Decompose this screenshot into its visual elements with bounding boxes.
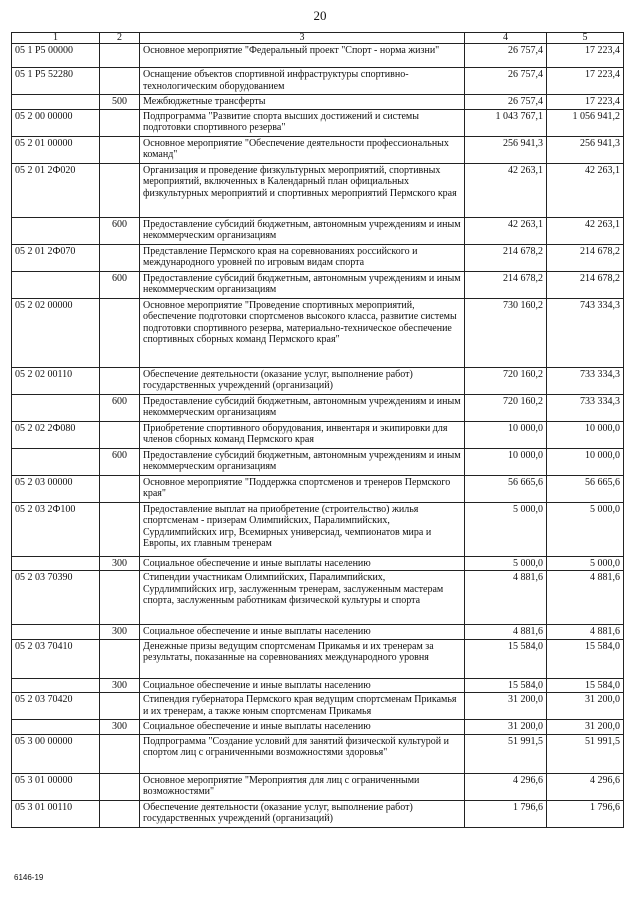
row-name-cell: Приобретение спортивного оборудования, инвентаря и экипировки для членов сборных команд Пермского края <box>140 421 465 448</box>
row-expense-type-cell <box>100 734 140 773</box>
row-amount-2-cell: 733 334,3 <box>547 367 624 394</box>
row-name-cell: Социальное обеспечение и иные выплаты населению <box>140 678 465 693</box>
row-amount-2-cell: 15 584,0 <box>547 639 624 678</box>
row-amount-2-cell: 5 000,0 <box>547 502 624 556</box>
row-name-cell: Обеспечение деятельности (оказание услуг, выполнение работ) государственных учреждений (организаций) <box>140 800 465 827</box>
document-id: 6146-19 <box>14 873 44 882</box>
row-name-cell: Социальное обеспечение и иные выплаты населению <box>140 556 465 571</box>
row-code-cell: 05 3 00 00000 <box>12 734 100 773</box>
row-amount-2-cell: 15 584,0 <box>547 678 624 693</box>
row-name-cell: Оснащение объектов спортивной инфраструктуры спортивно-технологическим оборудованием <box>140 68 465 95</box>
row-amount-1-cell: 5 000,0 <box>465 502 547 556</box>
column-header-code: 1 <box>12 33 100 44</box>
table-row <box>12 571 624 625</box>
row-amount-2-cell: 51 991,5 <box>547 734 624 773</box>
row-amount-2-cell: 214 678,2 <box>547 244 624 271</box>
row-amount-2-cell: 743 334,3 <box>547 298 624 367</box>
row-expense-type-cell <box>100 68 140 95</box>
row-amount-2-cell: 1 056 941,2 <box>547 109 624 136</box>
row-name-cell: Социальное обеспечение и иные выплаты населению <box>140 625 465 640</box>
row-name-cell: Денежные призы ведущим спортсменам Прикамья и их тренерам за результаты, показанные на соревнованиях международного уровня <box>140 639 465 678</box>
row-code-cell: 05 2 03 2Ф100 <box>12 502 100 556</box>
row-code-cell: 05 2 01 2Ф020 <box>12 163 100 217</box>
row-name-cell: Социальное обеспечение и иные выплаты населению <box>140 720 465 735</box>
row-name-cell: Обеспечение деятельности (оказание услуг, выполнение работ) государственных учреждений (организаций) <box>140 367 465 394</box>
row-amount-2-cell: 4 881,6 <box>547 625 624 640</box>
row-code-cell: 05 1 P5 00000 <box>12 44 100 68</box>
row-amount-2-cell: 4 296,6 <box>547 773 624 800</box>
table-row <box>12 298 624 367</box>
row-amount-1-cell: 26 757,4 <box>465 68 547 95</box>
row-amount-1-cell: 4 296,6 <box>465 773 547 800</box>
row-expense-type-cell <box>100 367 140 394</box>
row-expense-type-cell <box>100 800 140 827</box>
table-row <box>12 800 624 827</box>
row-expense-type-cell <box>100 44 140 68</box>
row-name-cell: Основное мероприятие "Проведение спортивных мероприятий, обеспечение подготовки спортсменов высокого класса, развитие системы подготовки спортивного резерва, материально-техническое обеспечение спортивных сборных команд Пермского края" <box>140 298 465 367</box>
row-amount-2-cell: 31 200,0 <box>547 720 624 735</box>
row-expense-type-cell <box>100 773 140 800</box>
row-name-cell: Подпрограмма "Развитие спорта высших достижений и системы подготовки спортивного резерва" <box>140 109 465 136</box>
row-code-cell: 05 2 03 70390 <box>12 571 100 625</box>
row-code-cell: 05 2 00 00000 <box>12 109 100 136</box>
row-amount-2-cell: 4 881,6 <box>547 571 624 625</box>
row-amount-2-cell: 42 263,1 <box>547 163 624 217</box>
row-amount-2-cell: 31 200,0 <box>547 693 624 720</box>
row-expense-type-cell <box>100 571 140 625</box>
row-expense-type-cell: 600 <box>100 271 140 298</box>
row-amount-1-cell: 1 043 767,1 <box>465 109 547 136</box>
table-row <box>12 271 624 298</box>
row-amount-1-cell: 15 584,0 <box>465 639 547 678</box>
row-amount-2-cell: 10 000,0 <box>547 421 624 448</box>
table-row <box>12 44 624 68</box>
page-number: 20 <box>313 8 327 23</box>
row-amount-1-cell: 4 881,6 <box>465 625 547 640</box>
row-expense-type-cell <box>100 639 140 678</box>
row-code-cell: 05 2 01 2Ф070 <box>12 244 100 271</box>
row-amount-2-cell: 56 665,6 <box>547 475 624 502</box>
row-code-cell <box>12 271 100 298</box>
table-row <box>12 367 624 394</box>
row-amount-1-cell: 10 000,0 <box>465 421 547 448</box>
row-name-cell: Межбюджетные трансферты <box>140 95 465 110</box>
row-amount-1-cell: 720 160,2 <box>465 394 547 421</box>
row-name-cell: Стипендия губернатора Пермского края ведущим спортсменам Прикамья и их тренерам, а также юным спортсменам Прикамья <box>140 693 465 720</box>
row-amount-1-cell: 4 881,6 <box>465 571 547 625</box>
row-expense-type-cell <box>100 693 140 720</box>
row-amount-1-cell: 31 200,0 <box>465 720 547 735</box>
table-row <box>12 136 624 163</box>
row-amount-1-cell: 1 796,6 <box>465 800 547 827</box>
row-amount-2-cell: 42 263,1 <box>547 217 624 244</box>
row-name-cell: Предоставление субсидий бюджетным, автономным учреждениям и иным некоммерческим организациям <box>140 448 465 475</box>
row-name-cell: Основное мероприятие "Обеспечение деятельности профессиональных команд" <box>140 136 465 163</box>
row-name-cell: Подпрограмма "Создание условий для занятий физической культурой и спортом лиц с ограниченными возможностями здоровья" <box>140 734 465 773</box>
row-expense-type-cell <box>100 136 140 163</box>
row-amount-2-cell: 214 678,2 <box>547 271 624 298</box>
row-amount-1-cell: 214 678,2 <box>465 271 547 298</box>
row-code-cell <box>12 217 100 244</box>
row-code-cell: 05 2 01 00000 <box>12 136 100 163</box>
row-code-cell: 05 1 P5 52280 <box>12 68 100 95</box>
column-header-amount-1: 4 <box>465 33 547 44</box>
table-row <box>12 678 624 693</box>
row-code-cell: 05 2 02 00110 <box>12 367 100 394</box>
row-amount-1-cell: 42 263,1 <box>465 163 547 217</box>
table-row <box>12 475 624 502</box>
row-amount-2-cell: 256 941,3 <box>547 136 624 163</box>
table-row <box>12 421 624 448</box>
table-row <box>12 448 624 475</box>
row-name-cell: Основное мероприятие "Поддержка спортсменов и тренеров Пермского края" <box>140 475 465 502</box>
row-amount-2-cell: 733 334,3 <box>547 394 624 421</box>
row-code-cell: 05 2 03 70410 <box>12 639 100 678</box>
row-name-cell: Предоставление субсидий бюджетным, автономным учреждениям и иным некоммерческим организациям <box>140 217 465 244</box>
table-row <box>12 163 624 217</box>
row-expense-type-cell: 300 <box>100 625 140 640</box>
row-code-cell <box>12 556 100 571</box>
row-code-cell <box>12 625 100 640</box>
table-row <box>12 720 624 735</box>
row-expense-type-cell <box>100 298 140 367</box>
row-expense-type-cell <box>100 421 140 448</box>
table-row <box>12 773 624 800</box>
table-row <box>12 625 624 640</box>
row-code-cell: 05 3 01 00110 <box>12 800 100 827</box>
row-code-cell: 05 2 02 2Ф080 <box>12 421 100 448</box>
row-code-cell: 05 2 03 00000 <box>12 475 100 502</box>
row-amount-1-cell: 26 757,4 <box>465 95 547 110</box>
column-header-amount-2: 5 <box>547 33 624 44</box>
row-expense-type-cell <box>100 244 140 271</box>
table-row <box>12 244 624 271</box>
row-amount-2-cell: 17 223,4 <box>547 68 624 95</box>
row-expense-type-cell: 500 <box>100 95 140 110</box>
row-expense-type-cell: 600 <box>100 394 140 421</box>
row-amount-2-cell: 5 000,0 <box>547 556 624 571</box>
column-header-type: 2 <box>100 33 140 44</box>
row-amount-2-cell: 17 223,4 <box>547 95 624 110</box>
row-code-cell: 05 2 02 00000 <box>12 298 100 367</box>
row-amount-1-cell: 730 160,2 <box>465 298 547 367</box>
row-name-cell: Организация и проведение физкультурных мероприятий, спортивных мероприятий, включенных в Календарный план официальных физкультурных мероприятий и спортивных мероприятий Пермского края <box>140 163 465 217</box>
row-name-cell: Предоставление выплат на приобретение (строительство) жилья спортсменам - призерам Олимпийских, Паралимпийских, Сурдлимпийских игр, Всемирных универсиад, чемпионатов мира и Европы, их главным тренерам <box>140 502 465 556</box>
row-amount-1-cell: 51 991,5 <box>465 734 547 773</box>
table-row <box>12 639 624 678</box>
row-name-cell: Представление Пермского края на соревнованиях российского и международного уровней по игровым видам спорта <box>140 244 465 271</box>
table-row <box>12 502 624 556</box>
budget-table <box>11 32 624 828</box>
row-amount-1-cell: 15 584,0 <box>465 678 547 693</box>
table-row <box>12 734 624 773</box>
row-amount-1-cell: 256 941,3 <box>465 136 547 163</box>
row-expense-type-cell <box>100 109 140 136</box>
row-expense-type-cell: 600 <box>100 217 140 244</box>
row-amount-1-cell: 720 160,2 <box>465 367 547 394</box>
table-row <box>12 556 624 571</box>
row-expense-type-cell: 300 <box>100 678 140 693</box>
row-amount-1-cell: 5 000,0 <box>465 556 547 571</box>
row-amount-1-cell: 214 678,2 <box>465 244 547 271</box>
row-amount-2-cell: 1 796,6 <box>547 800 624 827</box>
row-expense-type-cell: 600 <box>100 448 140 475</box>
row-code-cell <box>12 448 100 475</box>
row-code-cell <box>12 95 100 110</box>
row-amount-2-cell: 10 000,0 <box>547 448 624 475</box>
table-body <box>12 44 624 828</box>
row-amount-2-cell: 17 223,4 <box>547 44 624 68</box>
row-code-cell: 05 3 01 00000 <box>12 773 100 800</box>
row-expense-type-cell: 300 <box>100 556 140 571</box>
row-name-cell: Предоставление субсидий бюджетным, автономным учреждениям и иным некоммерческим организациям <box>140 394 465 421</box>
row-name-cell: Основное мероприятие "Федеральный проект "Спорт - норма жизни" <box>140 44 465 68</box>
table-row <box>12 217 624 244</box>
row-amount-1-cell: 42 263,1 <box>465 217 547 244</box>
row-amount-1-cell: 56 665,6 <box>465 475 547 502</box>
table-row <box>12 68 624 95</box>
table-header-row <box>12 33 624 44</box>
row-code-cell <box>12 394 100 421</box>
row-amount-1-cell: 31 200,0 <box>465 693 547 720</box>
row-code-cell <box>12 678 100 693</box>
row-expense-type-cell <box>100 475 140 502</box>
row-code-cell <box>12 720 100 735</box>
row-expense-type-cell <box>100 502 140 556</box>
row-expense-type-cell: 300 <box>100 720 140 735</box>
row-name-cell: Стипендии участникам Олимпийских, Паралимпийских, Сурдлимпийских игр, заслуженным тренерам, заслуженным мастерам спорта, заслуженным работникам физической культуры и спорта <box>140 571 465 625</box>
row-name-cell: Предоставление субсидий бюджетным, автономным учреждениям и иным некоммерческим организациям <box>140 271 465 298</box>
table-row <box>12 693 624 720</box>
table-row <box>12 109 624 136</box>
row-code-cell: 05 2 03 70420 <box>12 693 100 720</box>
column-header-name: 3 <box>140 33 465 44</box>
row-amount-1-cell: 26 757,4 <box>465 44 547 68</box>
row-expense-type-cell <box>100 163 140 217</box>
table-row <box>12 394 624 421</box>
table-row <box>12 95 624 110</box>
row-amount-1-cell: 10 000,0 <box>465 448 547 475</box>
row-name-cell: Основное мероприятие "Мероприятия для лиц с ограниченными возможностями" <box>140 773 465 800</box>
